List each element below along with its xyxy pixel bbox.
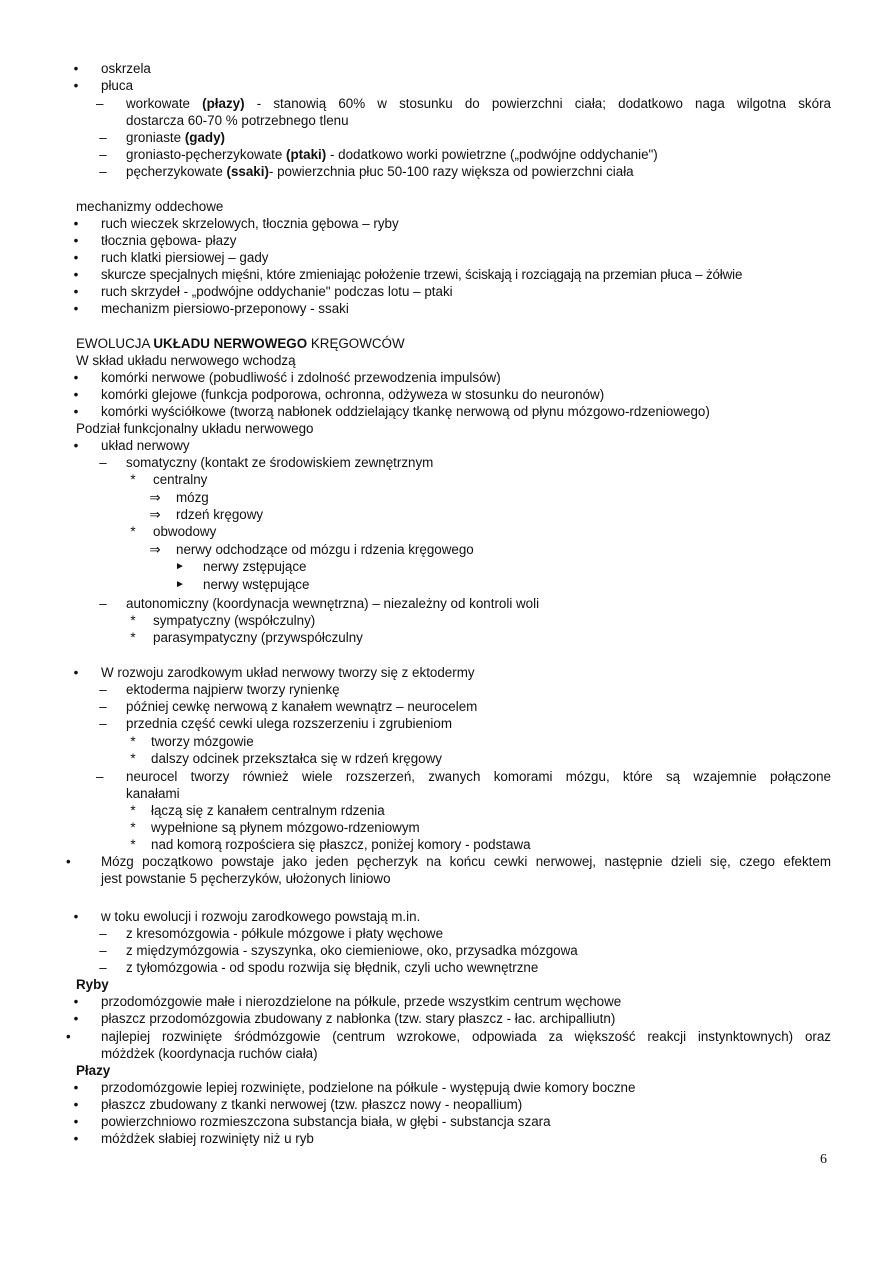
list-item-text: pęcherzykowate (ssaki)- powierzchnia płuc 50-100 razy większa od powierzchni ciała (126, 164, 634, 179)
list-item-text: tworzy mózgowie (151, 734, 254, 749)
list-item-text: W rozwoju zarodkowym układ nerwowy tworzy się z ektodermy (101, 665, 475, 680)
list-item-text: ruch skrzydeł - „podwójne oddychanie" podczas lotu – ptaki (101, 284, 453, 299)
dash-marker: – (99, 164, 107, 179)
section-heading-ryby: Ryby (76, 977, 109, 992)
star-marker: * (130, 820, 136, 835)
list-item-continuation: móżdżek (koordynacja ruchów ciała) (101, 1046, 318, 1061)
list-item-text: najlepiej rozwinięte śródmózgowie (centrum wzrokowe, odpowiada za większość reakcji instynktownych) oraz (101, 1029, 831, 1044)
list-item-text: groniasto-pęcherzykowate (ptaki) - dodatkowo worki powietrzne („podwójne oddychanie") (126, 147, 658, 162)
list-item-text: układ nerwowy (101, 438, 190, 453)
bullet-marker: • (66, 854, 71, 869)
list-item-text: ruch klatki piersiowej – gady (101, 250, 269, 265)
list-item-text: ruch wieczek skrzelowych, tłocznia gębowa – ryby (101, 216, 399, 231)
list-item-text: móżdżek słabiej rozwinięty niż u ryb (101, 1131, 314, 1146)
bullet-marker: • (73, 250, 79, 265)
arrow-marker: ⇒ (149, 490, 161, 505)
dash-marker: – (99, 960, 107, 975)
bullet-marker: • (66, 1029, 71, 1044)
bullet-marker: • (73, 233, 79, 248)
list-item-text: oskrzela (101, 61, 151, 76)
star-marker: * (130, 837, 136, 852)
list-item-text: workowate (płazy) - stanowią 60% w stosunku do powierzchni ciała; dodatkowo naga wilgotna skóra (126, 96, 831, 111)
list-item-text: mózg (176, 490, 209, 505)
list-item-text: przednia część cewki ulega rozszerzeniu i zgrubieniom (126, 716, 452, 731)
list-item (96, 768, 831, 785)
list-item-text: rdzeń kręgowy (176, 507, 264, 522)
list-item-text: centralny (153, 472, 208, 487)
list-item-text: z międzymózgowia - szyszynka, oko ciemieniowe, oko, przysadka mózgowa (126, 943, 578, 958)
arrow-marker: ⇒ (149, 542, 161, 557)
list-item-text: płaszcz przodomózgowia zbudowany z nabłonka (tzw. stary płaszcz - łac. archipalliutn) (101, 1011, 616, 1026)
dash-marker: – (96, 96, 104, 111)
list-item-text: ektoderma najpierw tworzy rynienkę (126, 682, 340, 697)
dash-marker: – (99, 130, 107, 145)
star-marker: * (130, 472, 136, 487)
star-marker: * (130, 613, 136, 628)
list-item-text: łączą się z kanałem centralnym rdzenia (151, 803, 385, 818)
dash-marker: – (99, 699, 107, 714)
list-item-text: skurcze specjalnych mięśni, które zmieniając położenie trzewi, ściskają i rozciągają na przemian płuca – żółwie (101, 267, 743, 282)
bullet-marker: • (73, 438, 79, 453)
dash-marker: – (99, 455, 107, 470)
bullet-marker: • (73, 387, 79, 402)
bullet-marker: • (73, 1097, 79, 1112)
list-item-text: nerwy odchodzące od mózgu i rdzenia kręgowego (176, 542, 474, 557)
dash-marker: – (99, 943, 107, 958)
arrow-marker: ⇒ (149, 507, 161, 522)
triangle-marker: ► (175, 579, 185, 590)
bullet-marker: • (73, 78, 79, 93)
list-item-text: komórki nerwowe (pobudliwość i zdolność przewodzenia impulsów) (101, 370, 501, 385)
list-item-text: sympatyczny (współczulny) (153, 613, 316, 628)
list-item-text: parasympatyczny (przywspółczulny (153, 630, 363, 645)
dash-marker: – (99, 716, 107, 731)
list-item-continuation: jest powstanie 5 pęcherzyków, ułożonych liniowo (101, 871, 391, 886)
bullet-marker: • (73, 1131, 79, 1146)
list-item-text: powierzchniowo rozmieszczona substancja biała, w głębi - substancja szara (101, 1114, 551, 1129)
star-marker: * (130, 630, 136, 645)
bullet-marker: • (73, 665, 79, 680)
star-marker: * (130, 803, 136, 818)
list-item-text: nerwy wstępujące (203, 577, 310, 592)
star-marker: * (130, 751, 136, 766)
dash-marker: – (99, 926, 107, 941)
list-item-text: nad komorą rozpościera się płaszcz, poniżej komory - podstawa (151, 837, 531, 852)
list-item-continuation: dostarcza 60-70 % potrzebnego tlenu (126, 113, 349, 128)
list-item-text: komórki wyściółkowe (tworzą nabłonek oddzielający tkankę nerwową od płynu mózgowo-rdzeniowego) (101, 404, 710, 419)
paragraph: W skład układu nerwowego wchodzą (76, 353, 296, 368)
bullet-marker: • (73, 61, 79, 76)
list-item-text: płaszcz zbudowany z tkanki nerwowej (tzw. płaszcz nowy - neopallium) (101, 1097, 523, 1112)
section-heading-plazy: Płazy (76, 1063, 111, 1078)
list-item-text: obwodowy (153, 524, 217, 539)
list-item-text: groniaste (gady) (126, 130, 225, 145)
dash-marker: – (99, 682, 107, 697)
list-item-text: wypełnione są płynem mózgowo-rdzeniowym (151, 820, 420, 835)
list-item (96, 95, 831, 112)
list-item (66, 1028, 831, 1045)
section-title: mechanizmy oddechowe (76, 199, 224, 214)
list-item-text: mechanizm piersiowo-przeponowy - ssaki (101, 301, 349, 316)
triangle-marker: ► (175, 561, 185, 572)
bullet-marker: • (73, 370, 79, 385)
list-item-text: z kresomózgowia - półkule mózgowe i płaty węchowe (126, 926, 444, 941)
bullet-marker: • (73, 994, 79, 1009)
page-number: 6 (820, 1152, 827, 1167)
list-item-text: autonomiczny (koordynacja wewnętrzna) – niezależny od kontroli woli (126, 596, 540, 611)
list-item-text: z tyłomózgowia - od spodu rozwija się błędnik, czyli ucho wewnętrzne (126, 960, 539, 975)
list-item-text: neurocel tworzy również wiele rozszerzeń, zwanych komorami mózgu, które są wzajemnie połączone (126, 769, 831, 784)
list-item-text: w toku ewolucji i rozwoju zarodkowego powstają m.in. (101, 909, 421, 924)
paragraph: Podział funkcjonalny układu nerwowego (76, 421, 314, 436)
list-item-text: płuca (101, 78, 134, 93)
list-item-text: tłocznia gębowa- płazy (101, 233, 237, 248)
bullet-marker: • (73, 1114, 79, 1129)
list-item-text: komórki glejowe (funkcja podporowa, ochronna, odżyweza w stosunku do neuronów) (101, 387, 605, 402)
list-item (66, 853, 831, 870)
list-item-text: później cewkę nerwową z kanałem wewnątrz – neurocelem (126, 699, 478, 714)
list-item-text: somatyczny (kontakt ze środowiskiem zewnętrznym (126, 455, 434, 470)
list-item-text: dalszy odcinek przekształca się w rdzeń kręgowy (151, 751, 442, 766)
section-heading: EWOLUCJA UKŁADU NERWOWEGO KRĘGOWCÓW (76, 336, 405, 351)
bullet-marker: • (73, 267, 79, 282)
star-marker: * (130, 524, 136, 539)
list-item-text: Mózg początkowo powstaje jako jeden pęcherzyk na końcu cewki nerwowej, następnie dzieli się, czego efektem (101, 854, 831, 869)
bullet-marker: • (73, 1080, 79, 1095)
list-item-text: nerwy zstępujące (203, 559, 307, 574)
bullet-marker: • (73, 216, 79, 231)
bullet-marker: • (73, 301, 79, 316)
bullet-marker: • (73, 284, 79, 299)
list-item-text: przodomózgowie lepiej rozwinięte, podzielone na półkule - występują dwie komory boczne (101, 1080, 636, 1095)
bullet-marker: • (73, 1011, 79, 1026)
list-item-continuation: kanałami (126, 786, 180, 801)
star-marker: * (130, 734, 136, 749)
dash-marker: – (96, 769, 104, 784)
dash-marker: – (99, 147, 107, 162)
list-item-text: przodomózgowie małe i nierozdzielone na półkule, przede wszystkim centrum węchowe (101, 994, 622, 1009)
bullet-marker: • (73, 909, 79, 924)
bullet-marker: • (73, 404, 79, 419)
dash-marker: – (99, 596, 107, 611)
